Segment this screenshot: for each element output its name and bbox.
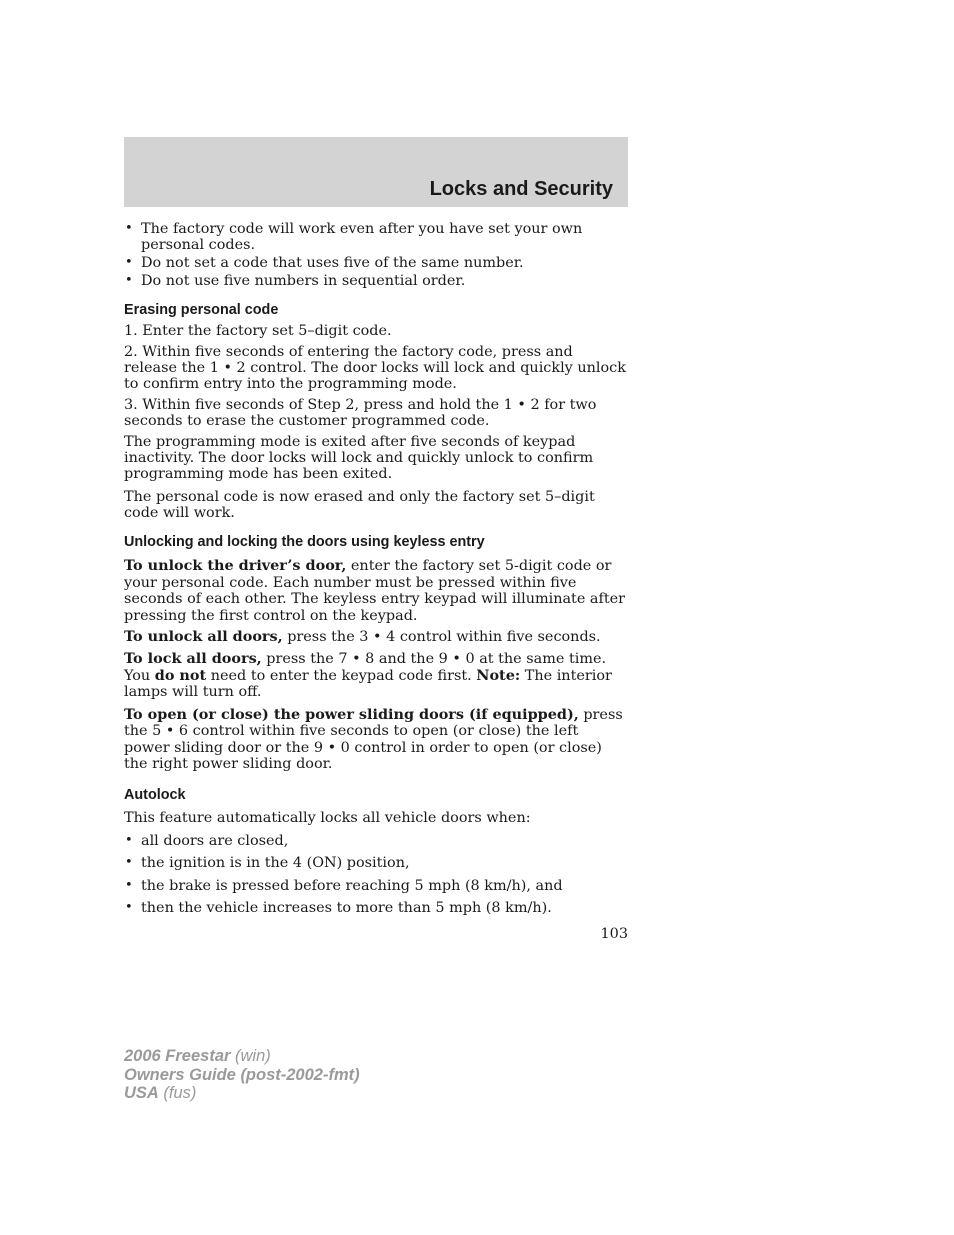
programming-exit-paragraph: The programming mode is exited after five seconds of keypad inactivity. The door locks will lock and quickly unlock to confirm programming mode has been exited. (124, 434, 594, 482)
heading-autolock: Autolock (124, 786, 186, 803)
footer-model: 2006 Freestar (124, 1047, 231, 1065)
list-item: • all doors are closed, (124, 833, 628, 849)
lock-all-doors-label: To lock all doors, (124, 650, 262, 667)
heading-keyless-entry: Unlocking and locking the doors using keyless entry (124, 534, 485, 550)
erasing-step-3: 3. Within five seconds of Step 2, press and hold the 1 • 2 for two seconds to erase the customer programmed code. (124, 397, 597, 429)
list-item: • the ignition is in the 4 (ON) position, (124, 855, 628, 871)
lock-all-doors-paragraph (124, 651, 628, 701)
unlock-driver-door-paragraph (124, 558, 628, 624)
footer-model-code: (win) (230, 1047, 271, 1065)
erasing-step-2: 2. Within five seconds of entering the factory code, press and release the 1 • 2 control. The door locks will lock and quickly unlock to confirm entry into the programming mode. (124, 344, 626, 392)
note-label: Note: (476, 666, 521, 684)
list-item: • the brake is pressed before reaching 5 mph (8 km/h), and (124, 878, 628, 894)
lock-all-doors-text: press the 7 • 8 and the 9 • 0 at the same time. You (124, 651, 607, 684)
unlock-all-doors-text: press the 3 • 4 control within five seconds. (282, 629, 601, 645)
erasing-step-1: 1. Enter the factory set 5–digit code. (124, 323, 392, 339)
list-item: • Do not use five numbers in sequential order. (124, 273, 628, 289)
sliding-doors-label: To open (or close) the power sliding doors (if equipped), (124, 705, 579, 723)
unlock-all-doors-label: To unlock all doors, (124, 628, 283, 645)
footer-guide-title: Owners Guide (post-2002-fmt) (124, 1065, 360, 1084)
footer-line-1 (124, 1047, 360, 1066)
unlock-driver-door-text: enter the factory set 5-digit code or your personal code. Each number must be pressed within five seconds of each other. The keyless entry keypad will illuminate after pressing the first control on the keypad. (124, 558, 626, 624)
unlock-all-doors-paragraph (124, 629, 628, 645)
autolock-bullet-list (124, 833, 628, 917)
autolock-intro: This feature automatically locks all vehicle doors when: (124, 809, 531, 826)
list-item: • Do not set a code that uses five of the same number. (124, 255, 628, 271)
list-item: • then the vehicle increases to more than 5 mph (8 km/h). (124, 900, 628, 916)
do-not-emphasis: do not (154, 666, 207, 684)
lock-all-doors-note-text: The interior lamps will turn off. (124, 667, 612, 700)
unlock-driver-door-label: To unlock the driver’s door, (124, 557, 347, 574)
lock-all-doors-text: need to enter the keypad code first. (206, 667, 477, 684)
intro-bullet-list (124, 221, 628, 289)
document-footer (124, 1047, 360, 1103)
footer-line-2 (124, 1066, 360, 1085)
section-title: Locks and Security (429, 178, 613, 200)
footer-market-code: (fus) (158, 1084, 197, 1102)
list-item: • The factory code will work even after you have set your own personal codes. (124, 221, 628, 253)
section-header-band (124, 137, 628, 207)
footer-market: USA (124, 1084, 159, 1102)
page-content (124, 221, 628, 918)
code-erased-paragraph: The personal code is now erased and only the factory set 5–digit code will work. (124, 489, 595, 521)
sliding-doors-text: press the 5 • 6 control within five seconds to open (or close) the left power sliding door or the 9 • 0 control in order to open (or close) the right power sliding door. (124, 706, 623, 772)
heading-erasing-personal-code: Erasing personal code (124, 302, 279, 318)
page-number: 103 (600, 926, 628, 942)
sliding-doors-paragraph (124, 707, 628, 773)
footer-line-3 (124, 1084, 360, 1103)
